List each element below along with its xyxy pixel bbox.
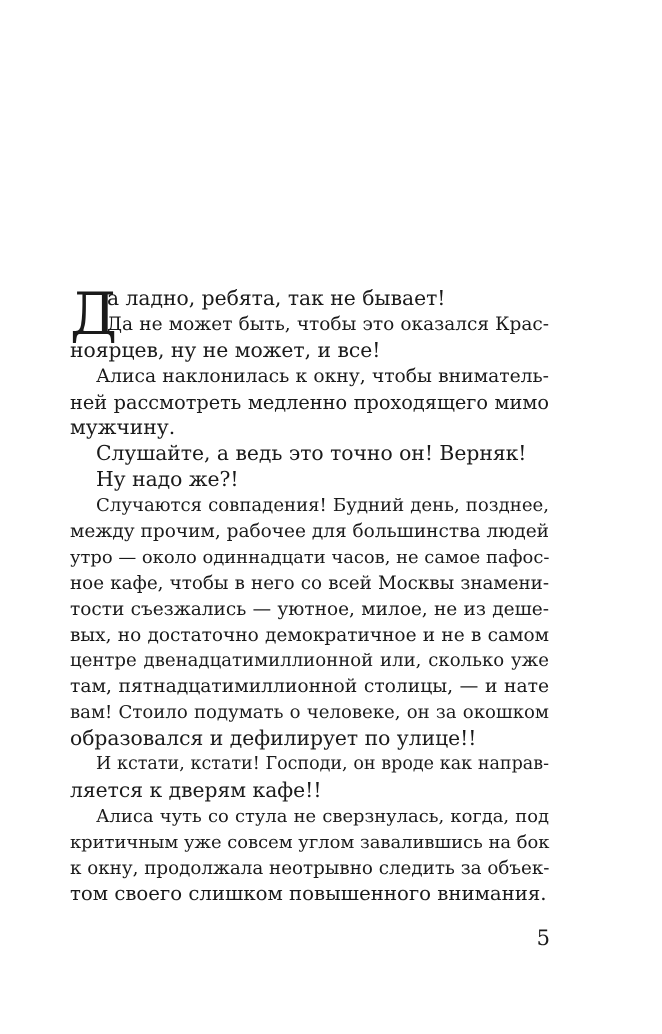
text-line: центре двенадцатимиллионной или, сколько уже [70,650,549,672]
page-number: 5 [536,926,550,950]
text-line: тости съезжались — уютное, милое, не из деше- [70,598,549,620]
text-line: образовался и дефилирует по улице!! [70,726,477,751]
text-line: там, пятнадцатимиллионной столицы, — и нате [70,676,549,698]
text-line: ное кафе, чтобы в него со всей Москвы знамени- [70,572,549,594]
drop-cap: Д [70,280,118,348]
text-line: Алиса чуть со стула не сверзнулась, когда, под [96,805,549,827]
text-line: Да не может быть, чтобы это оказался Крас- [107,313,549,335]
text-line: Случаются совпадения! Будний день, позднее, [96,495,549,517]
text-line: ноярцев, ну не может, и все! [70,337,381,362]
text-line: ляется к дверям кафе!! [70,777,322,802]
body-text [70,280,550,907]
text-line: мужчину. [70,415,176,440]
text-line: И кстати, кстати! Господи, он вроде как направ- [96,754,549,775]
text-line: вам! Стоило подумать о человеке, он за окошком [70,702,549,724]
text-line: Алиса наклонилась к окну, чтобы вниматель- [96,365,549,387]
text-line: между прочим, рабочее для большинства людей [70,521,549,543]
text-line: а ладно, ребята, так не бывает! [107,286,446,310]
text-line: к окну, продолжала неотрывно следить за объек- [70,857,550,879]
text-line: вых, но достаточно демократичное и не в самом [70,624,549,646]
text-line: Ну надо же?! [96,467,239,492]
text-line: Слушайте, а ведь это точно он! Верняк! [96,441,527,466]
text-line: критичным уже совсем углом завалившись на бок [70,831,550,853]
text-line: ней рассмотреть медленно проходящего мимо [70,390,549,414]
text-line: утро — около одиннадцати часов, не самое пафос- [70,546,550,568]
text-line: том своего слишком повышенного внимания. [70,882,547,906]
